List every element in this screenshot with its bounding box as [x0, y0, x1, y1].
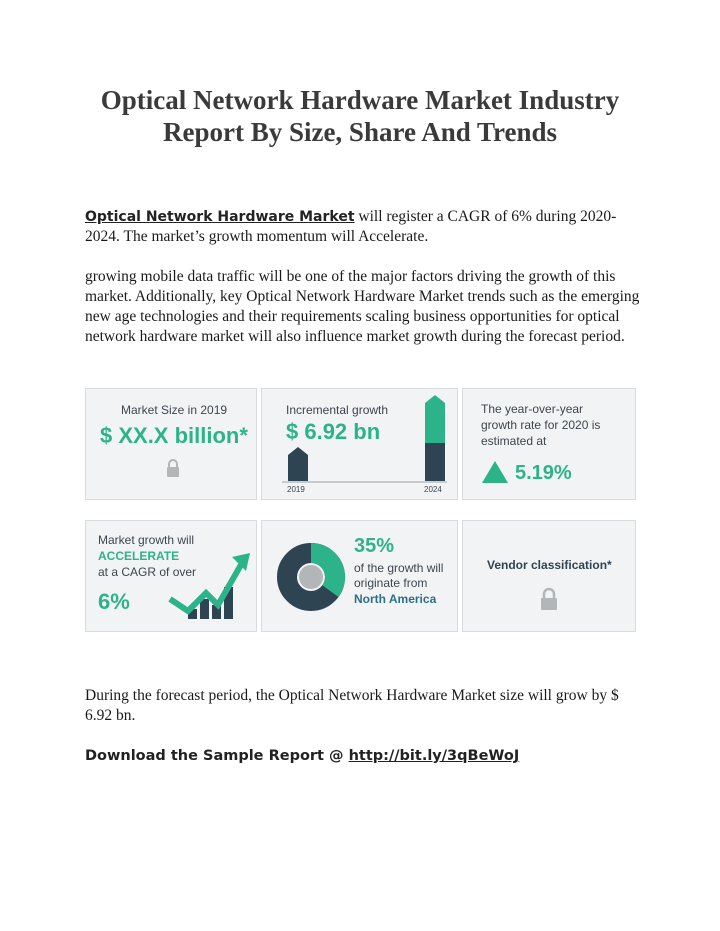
market-size-card	[85, 388, 257, 500]
lock-icon	[165, 458, 181, 478]
region-value: 35%	[354, 535, 395, 557]
region-card	[261, 520, 458, 632]
market-link[interactable]: Optical Network Hardware Market	[85, 209, 355, 225]
growth-value: 6%	[98, 589, 130, 614]
incremental-label: Incremental growth	[286, 403, 389, 417]
region-donut-chart	[276, 542, 346, 612]
download-line	[85, 748, 519, 764]
market-growth-card	[85, 520, 257, 632]
page-title: Optical Network Hardware Market Industry Report By Size, Share And Trends	[100, 85, 620, 147]
up-triangle-icon	[481, 460, 509, 484]
lock-icon	[540, 587, 558, 611]
forecast-paragraph: During the forecast period, the Optical Network Hardware Market size will grow by $ 6.92 bn.	[85, 687, 619, 724]
vendor-label: Vendor classification*	[487, 558, 612, 572]
yoy-growth-card	[462, 388, 636, 500]
intro-text: will register a CAGR of 6% during 2020-2024. The market’s growth momentum will Accelerate.	[85, 208, 617, 245]
growth-line3: at a CAGR of over	[98, 565, 197, 579]
download-label: Download the Sample Report @	[85, 748, 349, 764]
bar-2019	[288, 447, 308, 481]
growth-chart-icon	[166, 551, 252, 623]
growth-paragraph: growing mobile data traffic will be one of the major factors driving the growth of this market. Additionally, key Optical Network Hardware Market trends such as the emerging new age technologies and their requirements scaling business opportunities for optical network hardware market will also influence market growth during the forecast period.	[85, 268, 640, 345]
incremental-bar-chart	[262, 389, 457, 499]
donut-center	[299, 565, 323, 589]
year-end-label: 2024	[424, 485, 442, 494]
bar-2024-base	[425, 443, 445, 481]
bar-2024-increment	[425, 395, 445, 443]
yoy-value: 5.19%	[515, 462, 572, 484]
region-line2: originate from	[354, 576, 428, 590]
intro-paragraph	[85, 207, 645, 247]
yoy-line2: growth rate for 2020 is	[481, 418, 601, 432]
growth-line2: ACCELERATE	[98, 549, 180, 563]
region-name: North America	[354, 592, 437, 606]
growth-line1: Market growth will	[98, 533, 195, 547]
incremental-growth-card	[261, 388, 458, 500]
yoy-line1: The year-over-year	[481, 402, 584, 416]
region-line1: of the growth will	[354, 561, 444, 575]
download-link[interactable]: http://bit.ly/3qBeWoJ	[348, 748, 520, 764]
yoy-line3: estimated at	[481, 434, 547, 448]
market-size-label: Market Size in 2019	[121, 403, 228, 417]
vendor-card	[462, 520, 636, 632]
market-size-value: $ XX.X billion*	[100, 423, 248, 448]
incremental-value: $ 6.92 bn	[286, 419, 381, 444]
year-start-label: 2019	[287, 485, 305, 494]
